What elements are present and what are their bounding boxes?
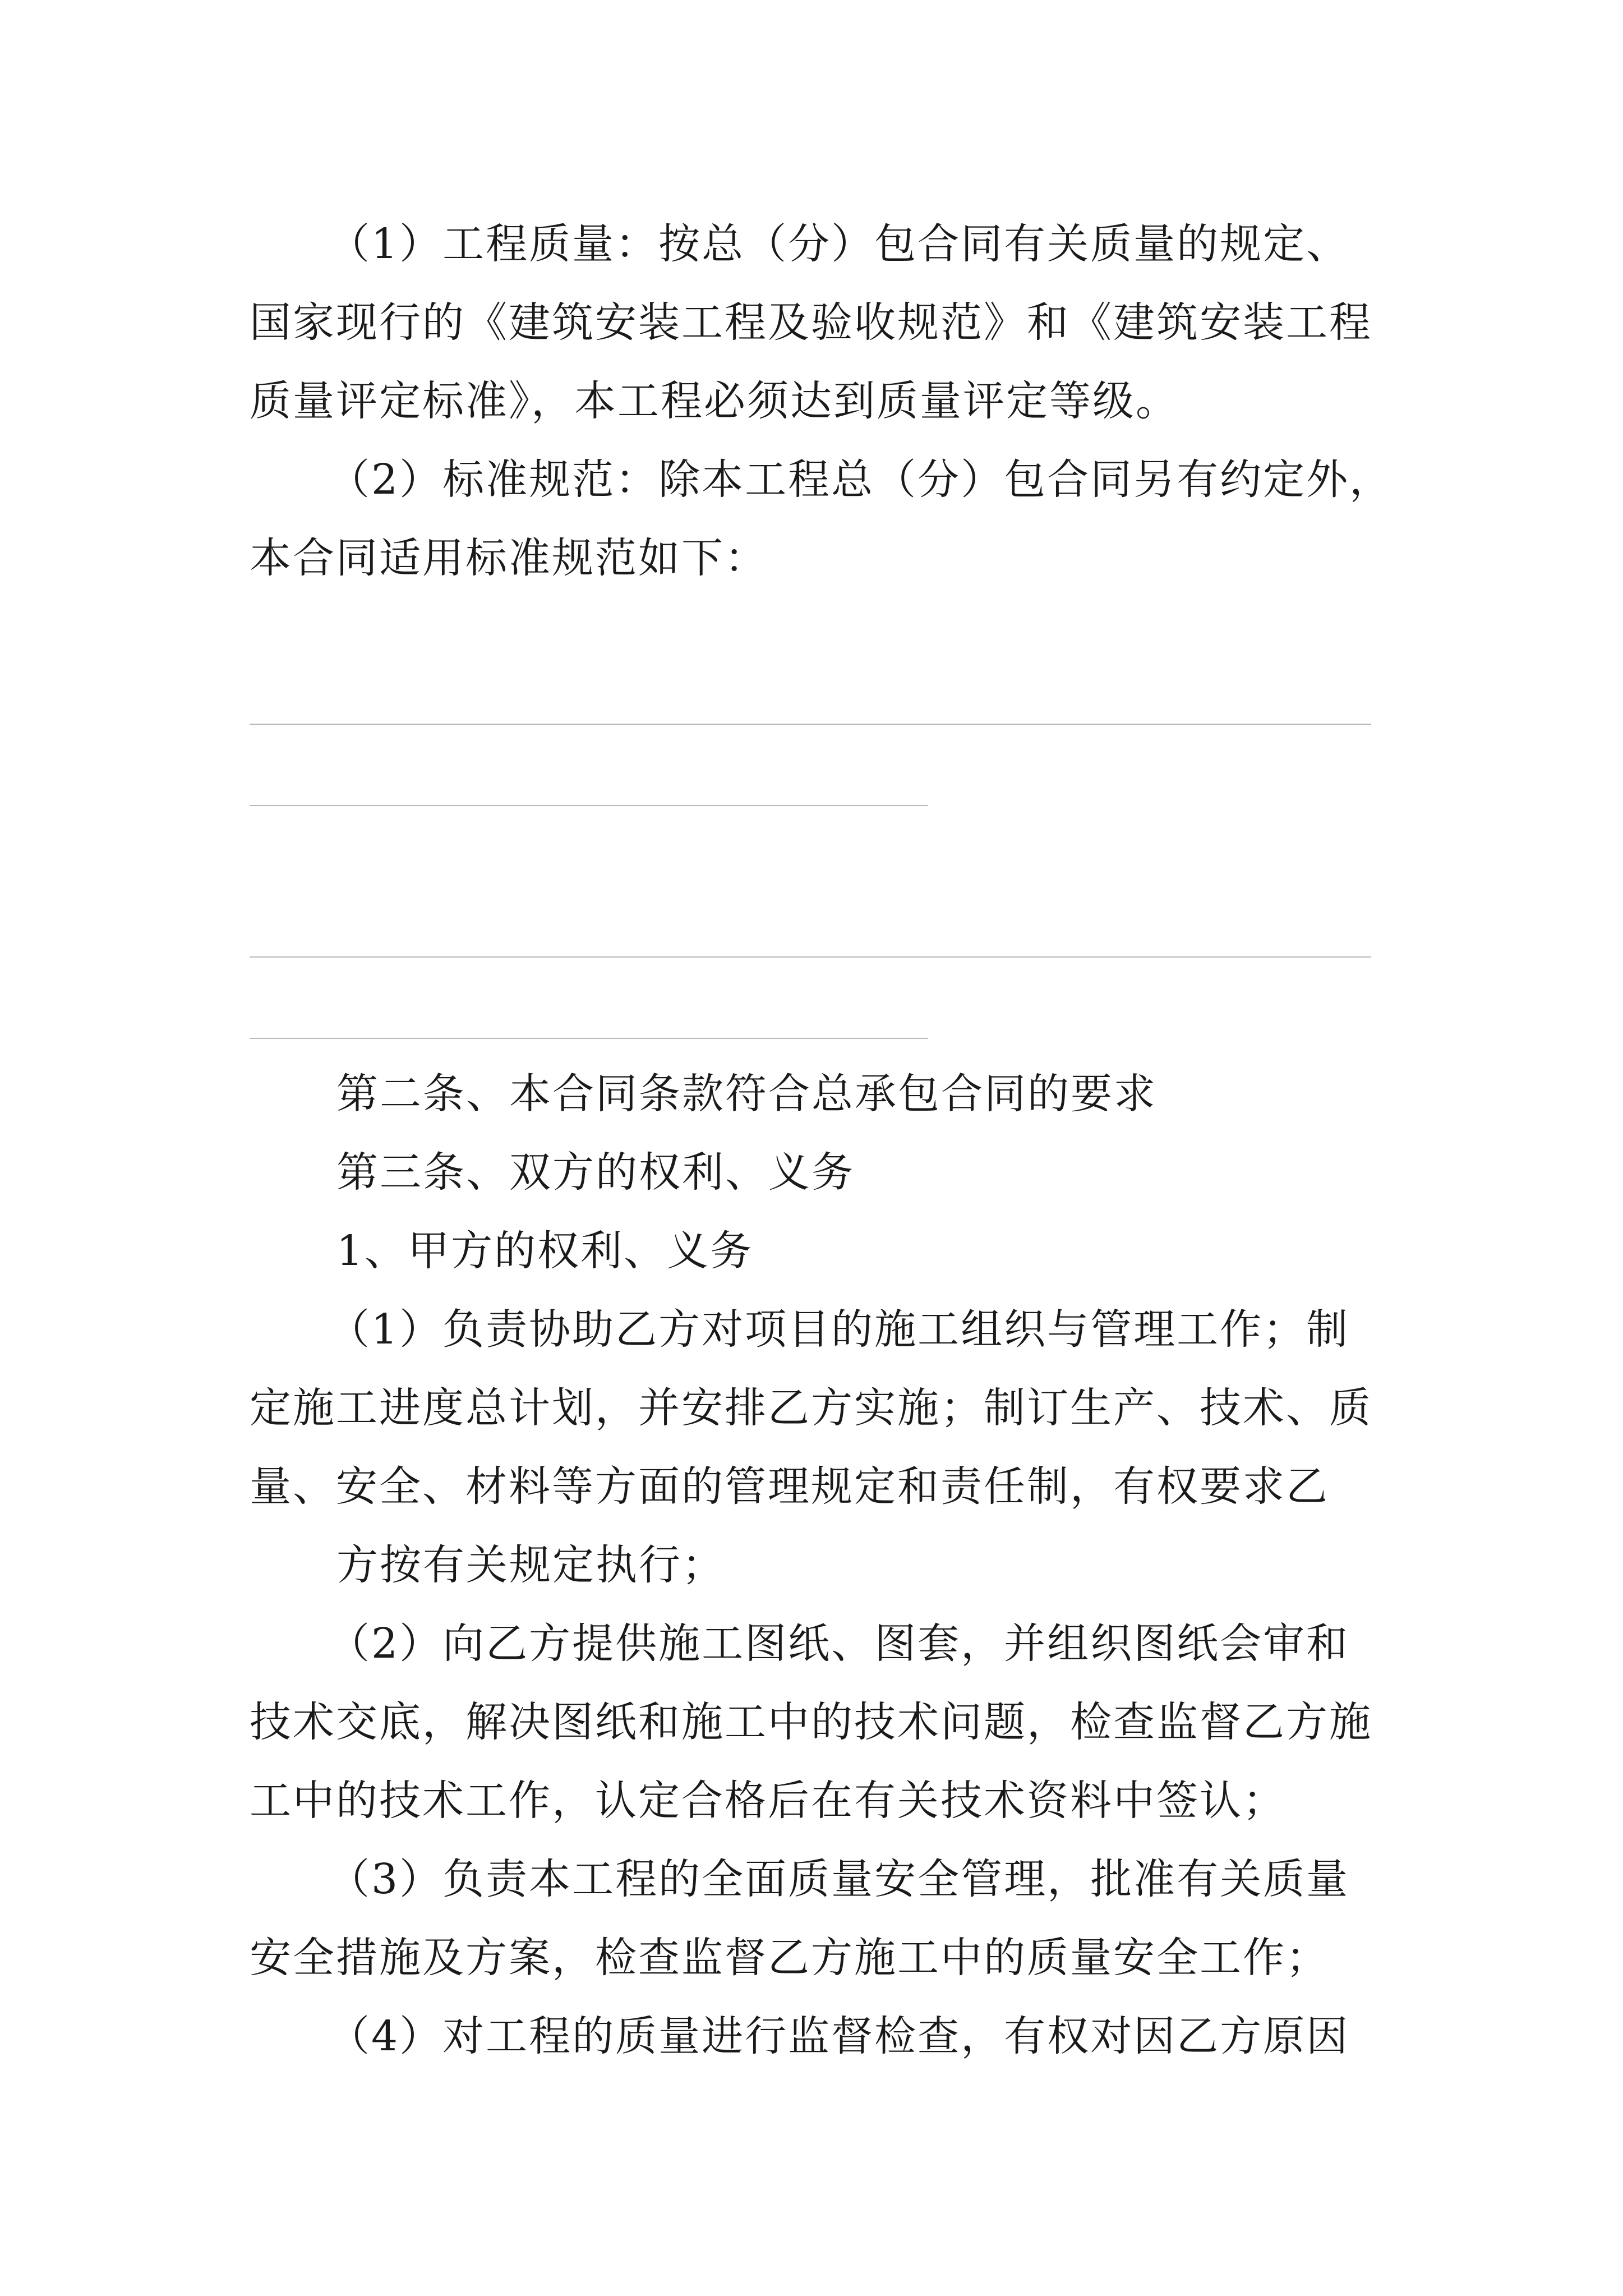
paragraph-line: （3）负责本工程的全面质量安全管理，批准有关质量 [328, 1855, 1350, 1903]
paragraph-line: 工中的技术工作，认定合格后在有关技术资料中签认； [250, 1777, 1286, 1825]
paragraph-line: （4）对工程的质量进行监督检查，有权对因乙方原因 [328, 2012, 1350, 2060]
paragraph-line: 技术交底，解决图纸和施工中的技术问题，检查监督乙方施 [250, 1698, 1372, 1746]
paragraph-line: （2）标准规范：除本工程总（分）包合同另有约定外， [328, 455, 1393, 504]
blank-fill-line [250, 956, 1371, 958]
paragraph-line: 量、安全、材料等方面的管理规定和责任制，有权要求乙 [250, 1462, 1329, 1511]
paragraph-line: （2）向乙方提供施工图纸、图套，并组织图纸会审和 [328, 1619, 1350, 1668]
paragraph-line: 国家现行的《建筑安装工程及验收规范》和《建筑安装工程 [250, 298, 1372, 347]
paragraph-line: 本合同适用标准规范如下： [250, 534, 768, 582]
blank-fill-line [250, 1038, 928, 1039]
blank-fill-line [250, 724, 1371, 725]
paragraph-line: （1）工程质量：按总（分）包合同有关质量的规定、 [328, 220, 1350, 268]
paragraph-line: 安全措施及方案，检查监督乙方施工中的质量安全工作； [250, 1934, 1329, 1982]
paragraph-line: 定施工进度总计划，并安排乙方实施；制订生产、技术、质 [250, 1384, 1372, 1432]
article-heading: 第三条、双方的权利、义务 [336, 1148, 855, 1197]
paragraph-line: （1）负责协助乙方对项目的施工组织与管理工作；制 [328, 1305, 1350, 1354]
section-heading: 1、甲方的权利、义务 [336, 1227, 754, 1275]
blank-fill-line [250, 805, 928, 806]
paragraph-line: 质量评定标准》，本工程必须达到质量评定等级。 [250, 377, 1179, 425]
article-heading: 第二条、本合同条款符合总承包合同的要求 [336, 1070, 1157, 1118]
paragraph-line: 方按有关规定执行； [336, 1541, 725, 1589]
